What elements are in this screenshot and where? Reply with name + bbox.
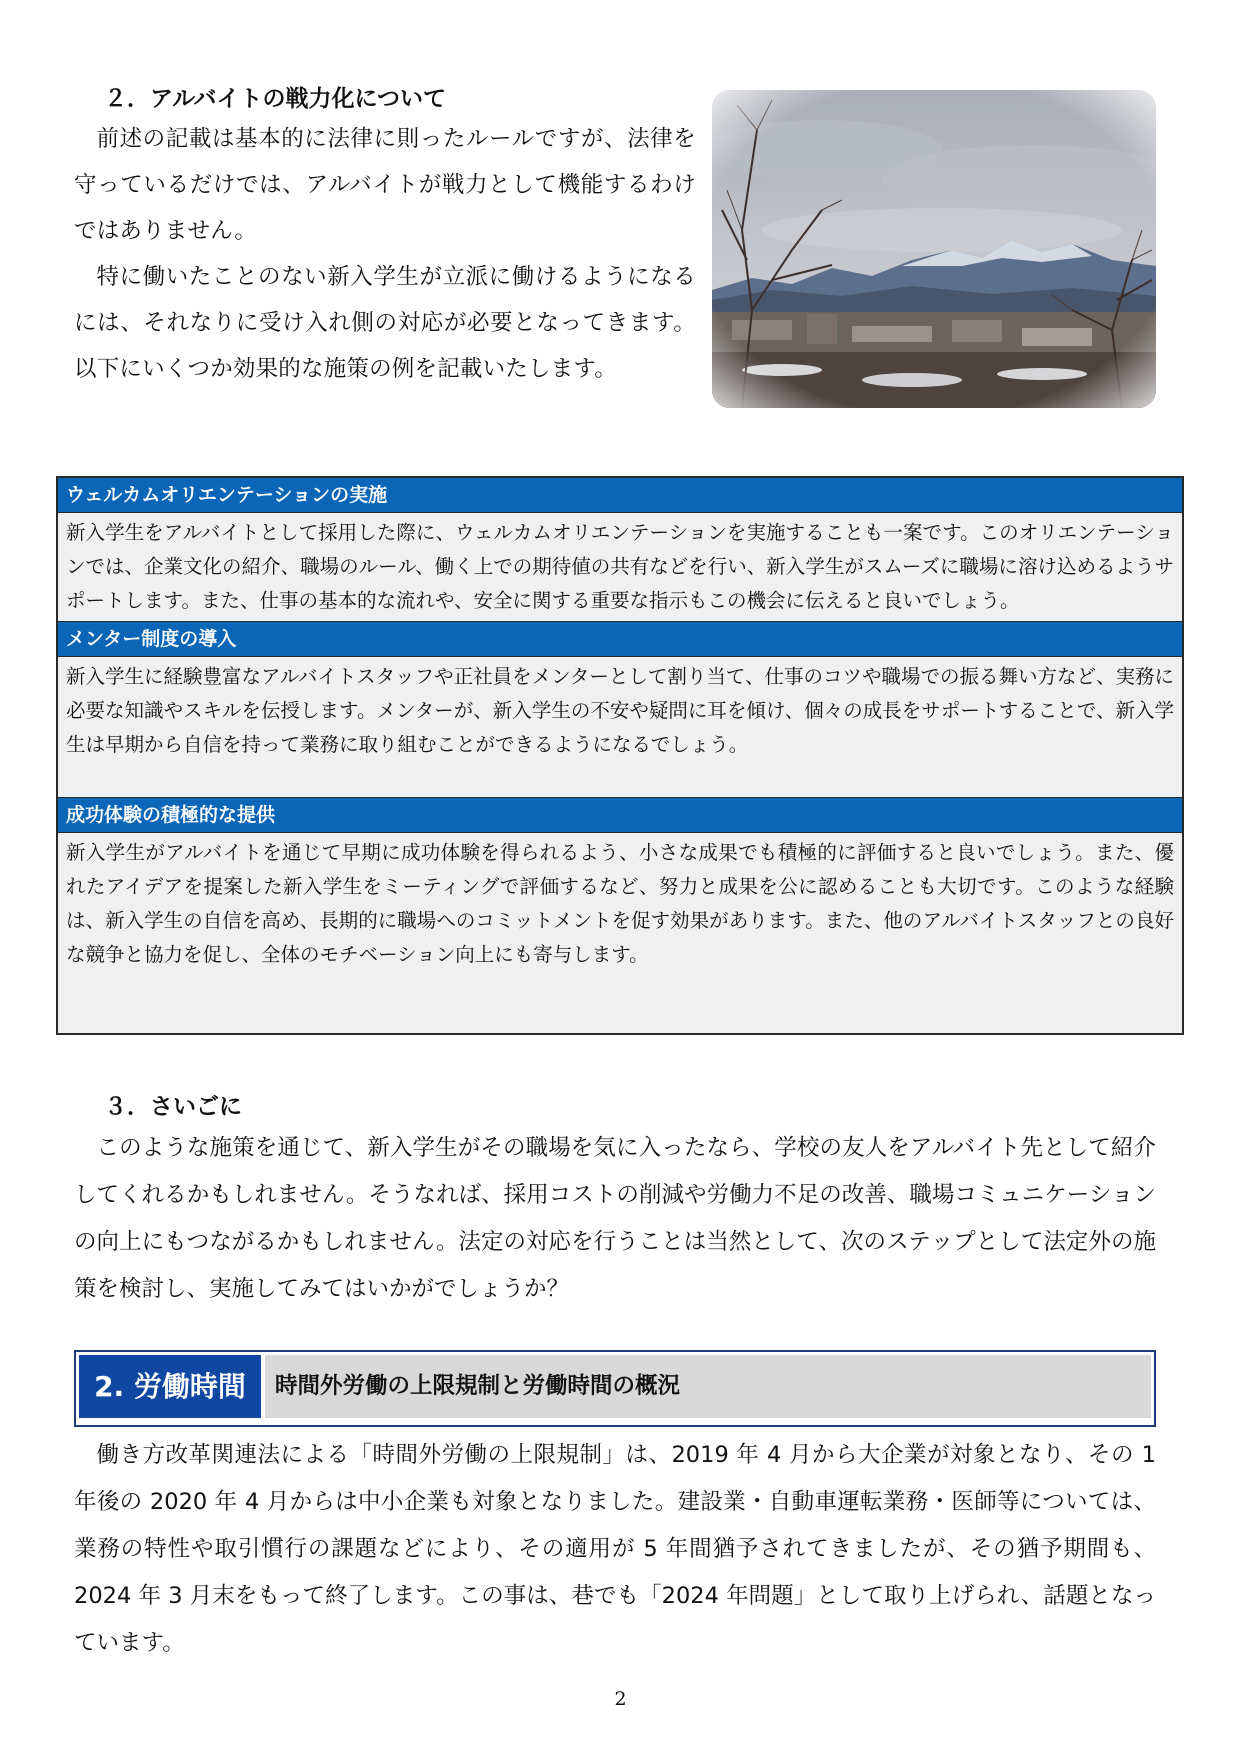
section2-heading: ２．アルバイトの戦力化について — [104, 86, 447, 112]
measures-table — [56, 476, 1184, 1035]
section2-intro — [74, 116, 696, 392]
box-title-success: 成功体験の積極的な提供 — [58, 798, 1182, 833]
page-number: 2 — [614, 1688, 627, 1710]
banner-title: 時間外労働の上限規制と労働時間の概況 — [265, 1355, 1151, 1418]
section3-paragraph: このような施策を通じて、新入学生がその職場を気に入ったなら、学校の友人をアルバイト先として紹介してくれるかもしれません。そうなれば、採用コストの削減や労働力不足の改善、職場コミュニケーションの向上にもつながるかもしれません。法定の対応を行うことは当然として、次のステップとして法定外の施策を検討し、実施してみてはいかがでしょうか？ — [74, 1135, 1156, 1302]
section3-body — [74, 1125, 1156, 1313]
labor-paragraph: 働き方改革関連法による「時間外労働の上限規制」は、2019 年 4 月から大企業が対象となり、その 1 年後の 2020 年 4 月からは中小企業も対象となりました。建設業・自動車運転業務・医師等については、業務の特性や取引慣行の課題などにより、その適用が 5 年間猶予されてきましたが、その猶予期間も、2024 年 3 月末をもって終了します。この事は、巷でも「2024 年問題」として取り上げられ、話題となっています。 — [74, 1442, 1156, 1656]
box-body-success: 新入学生がアルバイトを通じて早期に成功体験を得られるよう、小さな成果でも積極的に評価すると良いでしょう。また、優れたアイデアを提案した新入学生をミーティングで評価するなど、努力と成果を公に認めることも大切です。このような経験は、新入学生の自信を高め、長期的に職場へのコミットメントを促す効果があります。また、他のアルバイトスタッフとの良好な競争と協力を促し、全体のモチベーション向上にも寄与します。 — [58, 833, 1182, 974]
section2-paragraph-1: 前述の記載は基本的に法律に則ったルールですが、法律を守っているだけでは、アルバイトが戦力として機能するわけではありません。 — [74, 126, 696, 244]
section2-paragraph-2: 特に働いたことのない新入学生が立派に働けるようになるには、それなりに受け入れ側の対応が必要となってきます。以下にいくつか効果的な施策の例を記載いたします。 — [74, 264, 696, 382]
labor-time-banner — [74, 1350, 1156, 1427]
box-body-welcome: 新入学生をアルバイトとして採用した際に、ウェルカムオリエンテーションを実施することも一案です。このオリエンテーションでは、企業文化の紹介、職場のルール、働く上での期待値の共有などを行い、新入学生がスムーズに職場に溶け込めるようサポートします。また、仕事の基本的な流れや、安全に関する重要な指示もこの機会に伝えると良いでしょう。 — [58, 513, 1182, 622]
mountain-landscape-photo — [712, 90, 1156, 408]
banner-label: 2. 労働時間 — [79, 1355, 261, 1418]
box-title-welcome: ウェルカムオリエンテーションの実施 — [58, 478, 1182, 513]
box-body-mentor: 新入学生に経験豊富なアルバイトスタッフや正社員をメンターとして割り当て、仕事のコツや職場での振る舞い方など、実務に必要な知識やスキルを伝授します。メンターが、新入学生の不安や疑問に耳を傾け、個々の成長をサポートすることで、新入学生は早期から自信を持って業務に取り組むことができるようになるでしょう。 — [58, 657, 1182, 798]
box-title-mentor: メンター制度の導入 — [58, 622, 1182, 657]
labor-body — [74, 1432, 1156, 1667]
section3-heading: ３．さいごに — [104, 1094, 242, 1120]
